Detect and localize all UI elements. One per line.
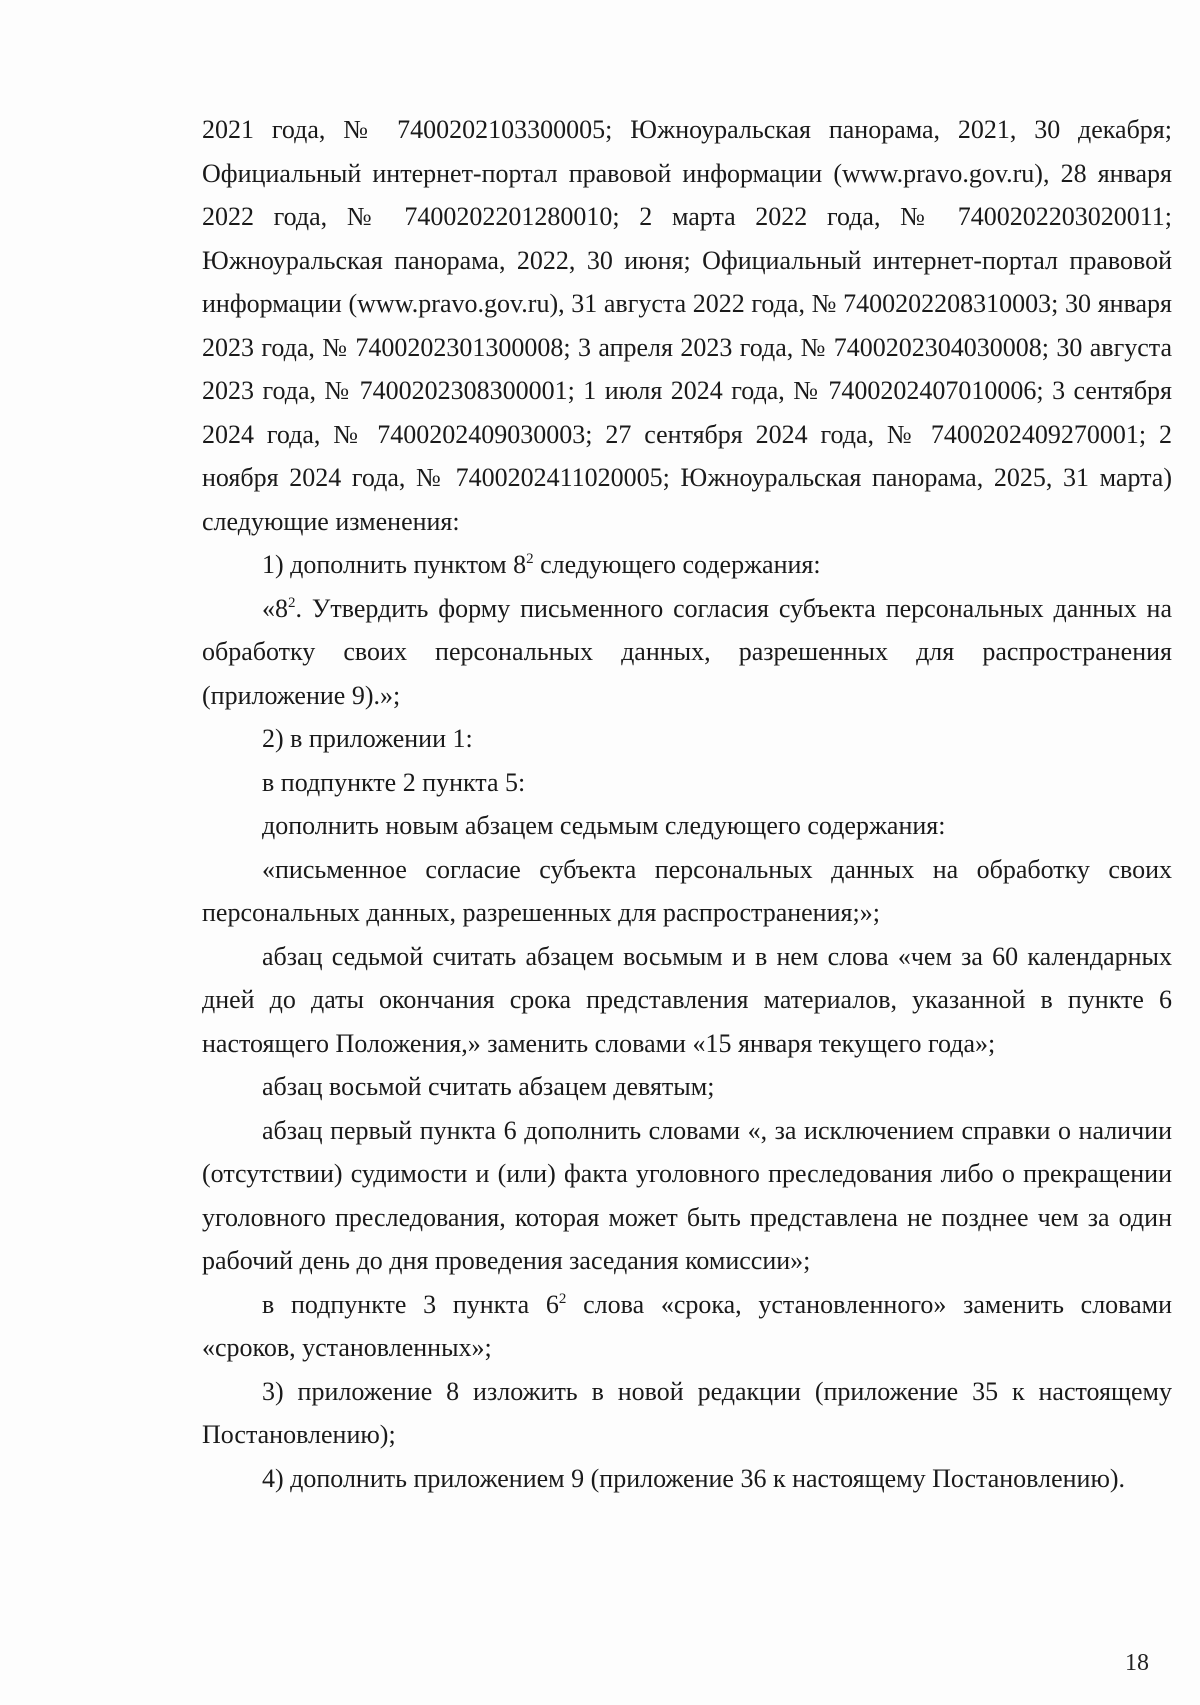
paragraph-consent-text [202,848,1172,935]
paragraph-item-4 [202,1457,1172,1501]
page-number: 18 [1125,1650,1149,1676]
text-run: 4) дополнить приложением 9 (приложение 36 к настоящему Постановлению). [262,1463,1126,1493]
text-run: дополнить новым абзацем седьмым следующего содержания: [262,811,946,840]
text-run: в подпункте 2 пункта 5: [262,767,526,797]
text-run: 3) приложение 8 изложить в новой редакции (приложение 35 к настоящему Постановлению); [202,1376,1172,1449]
text-run: «8 [262,593,288,623]
text-run: 2) в приложении 1: [262,724,473,753]
text-run: абзац первый пункта 6 дополнить словами «, за исключением справки о наличии (отсутствии) судимости и (или) факта уголовного преследования либо о прекращении уголовного преследования, которая может быть представлена не позднее чем за один рабочий день до дня проведения заседания комиссии»; [202,1115,1172,1275]
paragraph-item-1 [202,543,1172,587]
superscript-index: 2 [526,551,534,567]
text-run: . Утвердить форму письменного согласия субъекта персональных данных на обработку своих персональных данных, разрешенных для распространения (приложение 9).»; [202,593,1172,710]
document-body [202,108,1172,1500]
paragraph-eighth-to-ninth [202,1065,1172,1109]
paragraph-subitem-2-point-5 [202,761,1172,805]
paragraph-item-8-2-text [202,587,1172,718]
paragraph-point-6-addition [202,1109,1172,1283]
text-run: в подпункте 3 пункта 6 [262,1289,559,1319]
superscript-index: 2 [288,594,296,611]
paragraph-item-3 [202,1370,1172,1457]
text-run: следующего содержания: [533,550,821,579]
paragraph-item-2 [202,717,1172,761]
paragraph-add-seventh [202,804,1172,848]
text-run: 2021 года, № 7400202103300005; Южноуральская панорама, 2021, 30 декабря; Официальный интернет-портал правовой информации (www.pravo.gov.ru), 28 января 2022 года, № 7400202201280010; 2 марта 2022 года, № 7400202203020011; Южноуральская панорама, 2022, 30 июня; Официальный интернет-портал правовой информации (www.pravo.gov.ru), 31 августа 2022 года, № 7400202208310003; 30 января 2023 года, № 7400202301300008; 3 апреля 2023 года, № 7400202304030008; 30 августа 2023 года, № 7400202308300001; 1 июля 2024 года, № 7400202407010006; 3 сентября 2024 года, № 7400202409030003; 27 сентября 2024 года, № 7400202409270001; 2 ноября 2024 года, № 7400202411020005; Южноуральская панорама, 2025, 31 марта) следующие изменения: [202,115,1172,536]
text-run: слова «срока, установленного» заменить словами «сроков, установленных»; [202,1289,1173,1362]
paragraph-subitem-3-point-6-2 [202,1283,1172,1370]
text-run: 1) дополнить пунктом 8 [262,550,527,579]
text-run: абзац восьмой считать абзацем девятым; [262,1072,715,1101]
superscript-index: 2 [558,1290,567,1307]
paragraph-seventh-to-eighth [202,935,1172,1066]
paragraph-publication-list [202,108,1172,543]
text-run: абзац седьмой считать абзацем восьмым и в нем слова «чем за 60 календарных дней до даты окончания срока представления материалов, указанной в пункте 6 настоящего Положения,» заменить словами «15 января текущего года»; [202,941,1172,1058]
text-run: «письменное согласие субъекта персональных данных на обработку своих персональных данных, разрешенных для распространения;»; [202,854,1172,927]
